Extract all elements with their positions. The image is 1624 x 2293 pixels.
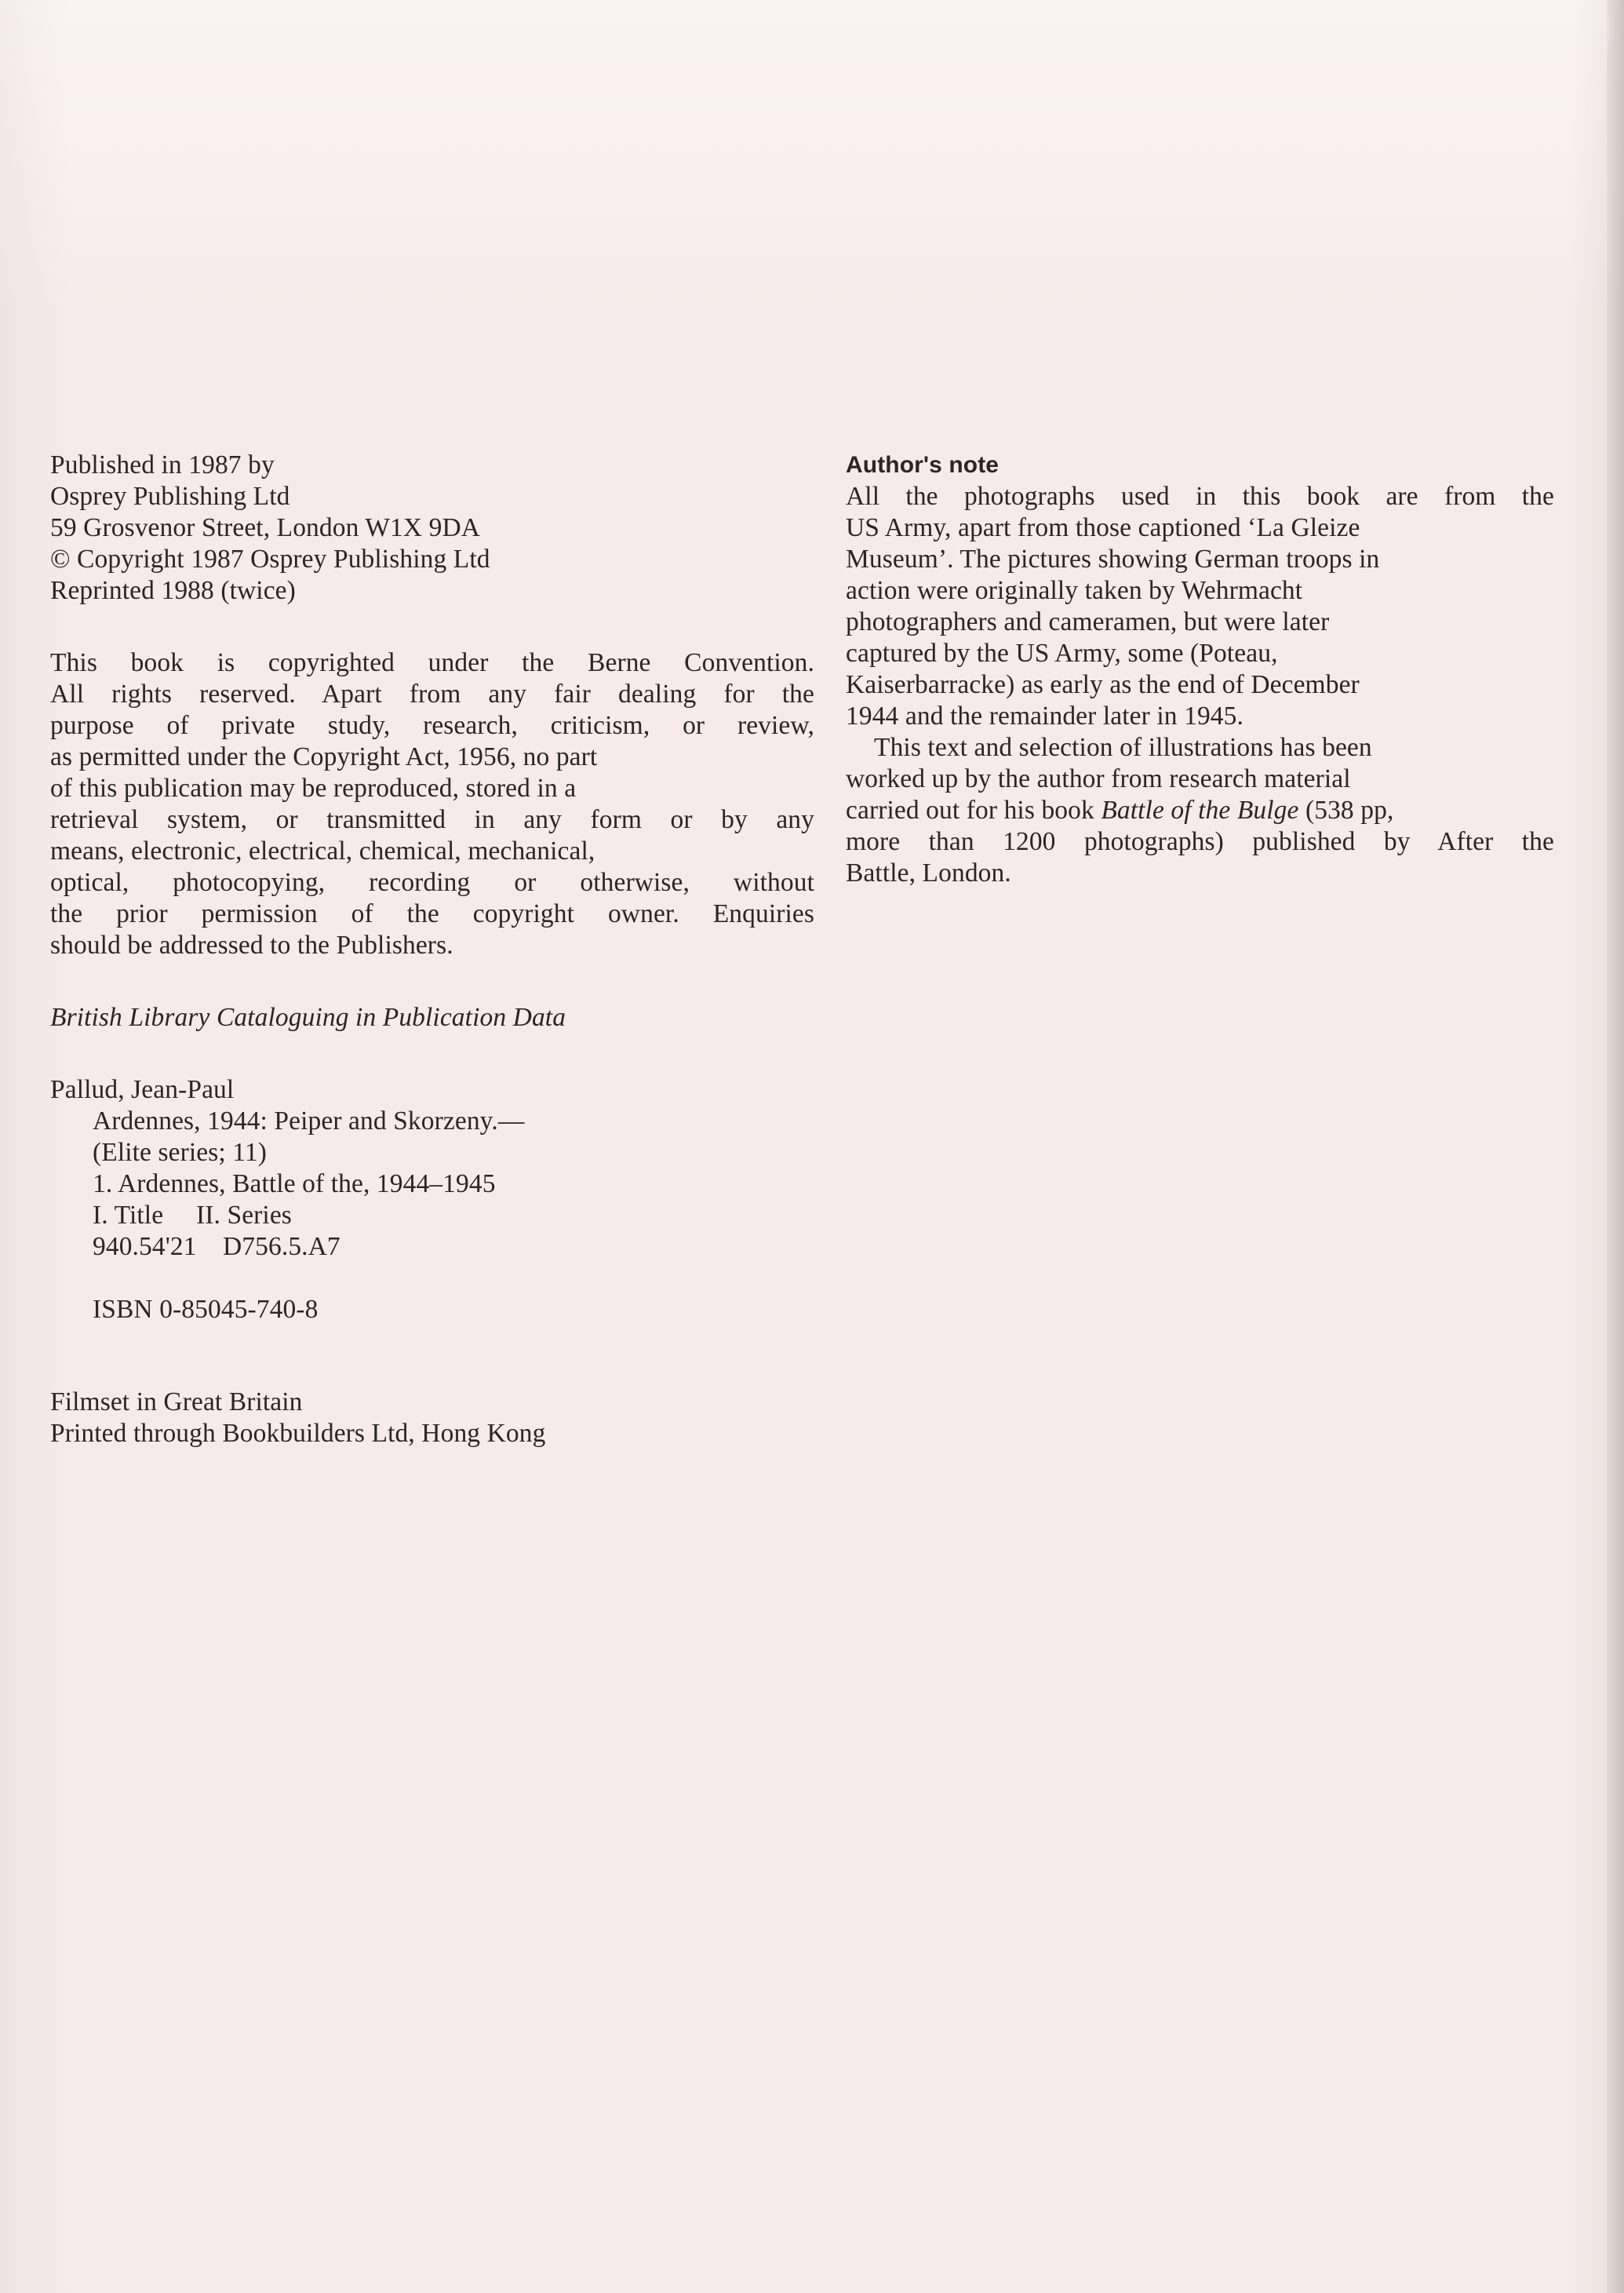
note-line: Kaiserbarracke) as early as the end of December xyxy=(846,670,1360,699)
cip-isbn: ISBN 0-85045-740-8 xyxy=(93,1295,319,1324)
note-line: more than 1200 photographs) published by After the xyxy=(846,827,1554,856)
copyright-line: the prior permission of the copyright owner. Enquiries xyxy=(50,899,814,928)
note-line: Battle, London. xyxy=(846,859,1011,888)
imprint-line: Osprey Publishing Ltd xyxy=(50,482,290,511)
copyright-line: All rights reserved. Apart from any fair dealing for the xyxy=(50,680,814,709)
copyright-line: retrieval system, or transmitted in any form or by any xyxy=(50,805,814,834)
printed-line: Printed through Bookbuilders Ltd, Hong Kong xyxy=(50,1419,546,1448)
imprint-line: Published in 1987 by xyxy=(50,450,275,479)
copyright-line: optical, photocopying, recording or otherwise, without xyxy=(50,868,814,897)
imprint-line: 59 Grosvenor Street, London W1X 9DA xyxy=(50,513,481,542)
note-line: action were originally taken by Wehrmacht xyxy=(846,576,1303,605)
note-line: US Army, apart from those captioned ‘La Gleize xyxy=(846,513,1360,542)
right-column xyxy=(846,450,1556,889)
filmset-line: Filmset in Great Britain xyxy=(50,1387,303,1416)
cip-entries-row xyxy=(50,1200,827,1231)
authors-note-paragraph-1 xyxy=(846,481,1554,732)
cip-series: (Elite series; 11) xyxy=(93,1138,267,1167)
spacer xyxy=(50,1033,827,1074)
cip-dewey: 940.54'21 xyxy=(93,1232,197,1261)
cip-classification-row xyxy=(50,1231,827,1263)
page-edge-shadow xyxy=(1607,0,1624,2293)
note-text: (538 pp, xyxy=(1305,796,1394,825)
copyright-notice xyxy=(50,647,814,961)
cip-entry-title: I. Title xyxy=(93,1201,164,1230)
cip-title: Ardennes, 1944: Peiper and Skorzeny.— xyxy=(93,1106,525,1136)
cip-author: Pallud, Jean-Paul xyxy=(50,1075,235,1104)
cip-record xyxy=(50,1074,827,1325)
copyright-line: as permitted under the Copyright Act, 1956, no part xyxy=(50,742,598,771)
copyright-line: of this publication may be reproduced, stored in a xyxy=(50,774,577,803)
note-line: 1944 and the remainder later in 1945. xyxy=(846,702,1243,731)
cip-lc: D756.5.A7 xyxy=(223,1232,340,1261)
note-line xyxy=(846,795,1554,826)
spacer xyxy=(50,607,827,647)
spacer xyxy=(50,1325,827,1387)
note-line: This text and selection of illustrations has been xyxy=(874,733,1372,762)
spacer xyxy=(50,1263,827,1294)
cip-subject: 1. Ardennes, Battle of the, 1944–1945 xyxy=(93,1169,496,1198)
note-line: photographers and cameramen, but were later xyxy=(846,607,1330,636)
copyright-line: means, electronic, electrical, chemical, mechanical, xyxy=(50,837,595,866)
copyright-line: should be addressed to the Publishers. xyxy=(50,931,453,960)
cip-heading: British Library Cataloguing in Publication Data xyxy=(50,1003,566,1032)
imprint-line: Reprinted 1988 (twice) xyxy=(50,576,296,605)
imprint-line: © Copyright 1987 Osprey Publishing Ltd xyxy=(50,545,490,574)
note-line: worked up by the author from research material xyxy=(846,764,1351,793)
note-line: captured by the US Army, some (Poteau, xyxy=(846,639,1278,668)
copyright-line: purpose of private study, research, criticism, or review, xyxy=(50,711,814,740)
printing-info xyxy=(50,1387,827,1449)
note-line: All the photographs used in this book are from the xyxy=(846,482,1554,511)
note-text: carried out for his book xyxy=(846,796,1094,825)
authors-note-paragraph-2 xyxy=(846,732,1554,889)
note-line: Museum’. The pictures showing German troops in xyxy=(846,545,1380,574)
spacer xyxy=(50,961,827,1002)
left-column xyxy=(50,450,827,1449)
imprint-block xyxy=(50,450,827,607)
copyright-line: This book is copyrighted under the Berne Convention. xyxy=(50,648,814,677)
cip-entry-series: II. Series xyxy=(196,1201,292,1230)
book-title: Battle of the Bulge xyxy=(1101,796,1299,825)
authors-note-heading: Author's note xyxy=(846,452,1000,478)
